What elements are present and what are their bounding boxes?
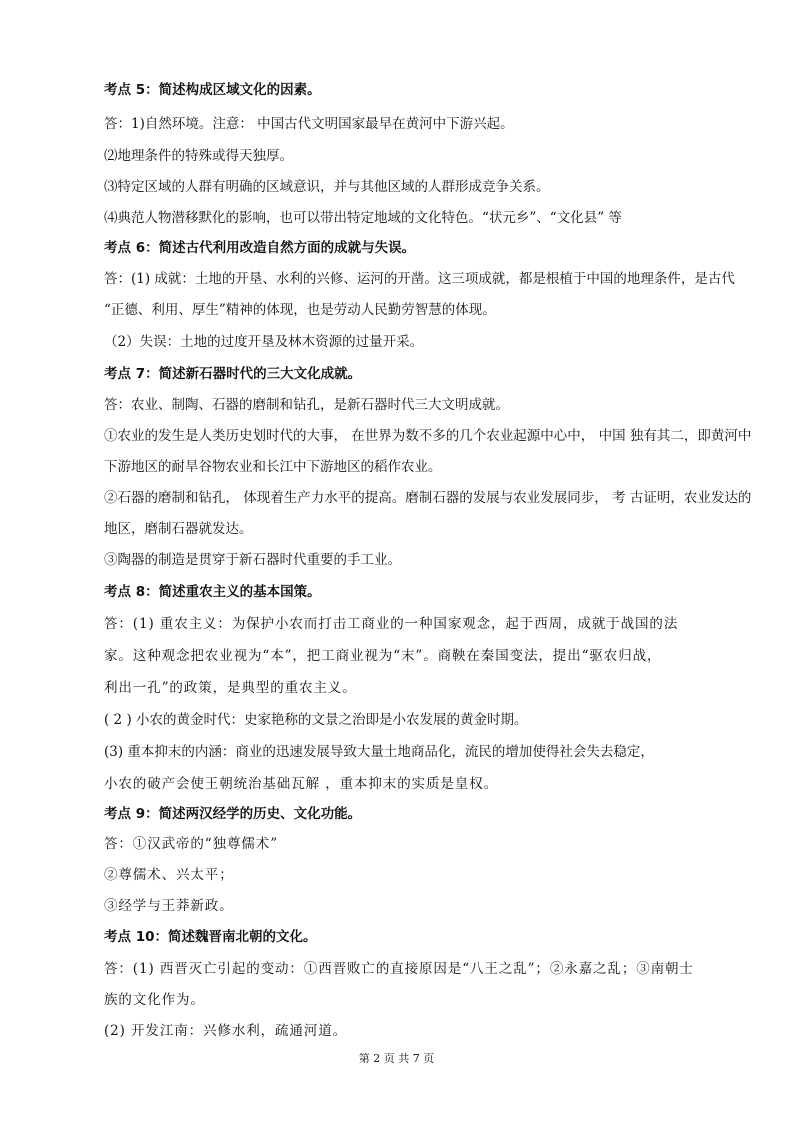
section-heading-7: 考点 7：简述新石器时代的三大文化成就。: [104, 366, 362, 382]
section-heading-8: 考点 8：简述重农主义的基本国策。: [104, 584, 321, 600]
answer-line: 答：(1) 成就：土地的开垦、水利的兴修、运河的开凿。这三项成就，都是根植于中国的地理条件，是古代: [104, 271, 735, 287]
answer-line: ⑵地理条件的特殊或得天独厚。: [104, 148, 293, 164]
answer-line: 下游地区的耐旱谷物农业和长江中下游地区的稻作农业。: [104, 459, 442, 475]
answer-line: 答：①汉武帝的“独尊儒术”: [104, 836, 279, 852]
answer-line: ⑷典范人物潜移默化的影响，也可以带出特定地域的文化特色。“状元乡”、“文化县” 等: [104, 210, 622, 226]
answer-line: ③经学与王莽新政。: [104, 898, 234, 914]
answer-line: 小农的破产会使王朝统治基础瓦解 ，重本抑末的实质是皇权。: [104, 776, 498, 792]
answer-line: ②尊儒术、兴太平；: [104, 867, 234, 883]
answer-line: ( 2 ) 小农的黄金时代：史家艳称的文景之治即是小农发展的黄金时期。: [104, 712, 528, 728]
section-heading-5: 考点 5：简述构成区域文化的因素。: [104, 82, 321, 98]
answer-line: 地区，磨制石器就发达。: [104, 521, 253, 537]
answer-line: (3) 重本抑末的内涵：商业的迅速发展导致大量土地商品化，流民的增加使得社会失去稳定，: [104, 744, 654, 760]
page-number-footer: 第 2 页 共 7 页: [358, 1052, 435, 1065]
answer-line: ①农业的发生是人类历史划时代的大事， 在世界为数不多的几个农业起源中心中， 中国 独有其二，即黄河中: [104, 428, 752, 444]
answer-line: ③陶器的制造是贯穿于新石器时代重要的手工业。: [104, 552, 401, 568]
section-heading-9: 考点 9：简述两汉经学的历史、文化功能。: [104, 806, 362, 822]
answer-line: 家。这种观念把农业视为“本”，把工商业视为“末”。商鞅在秦国变法，提出“驱农归战，: [104, 648, 662, 664]
answer-line: 答：农业、制陶、石器的磨制和钻孔，是新石器时代三大文明成就。: [104, 397, 509, 413]
answer-line: 答：1)自然环境。注意： 中国古代文明国家最早在黄河中下游兴起。: [104, 116, 514, 132]
answer-line: 答：(1) 重农主义：为保护小农而打击工商业的一种国家观念，起于西周，成就于战国的法: [104, 616, 679, 632]
answer-line: （2）失误：土地的过度开垦及林木资源的过量开采。: [104, 334, 424, 350]
answer-line: 答：(1) 西晋灭亡引起的变动：①西晋败亡的直接原因是“八王之乱”；②永嘉之乱；③南朝士: [104, 961, 694, 977]
section-heading-10: 考点 10：简述魏晋南北朝的文化。: [104, 929, 317, 945]
answer-line: ②石器的磨制和钻孔， 体现着生产力水平的提高。磨制石器的发展与农业发展同步， 考 古证明，农业发达的: [104, 490, 752, 506]
section-heading-6: 考点 6：简述古代利用改造自然方面的成就与失误。: [104, 240, 416, 256]
answer-line: 利出一孔”的政策，是典型的重农主义。: [104, 680, 357, 696]
answer-line: (2) 开发江南：兴修水利，疏通河道。: [104, 1023, 348, 1039]
answer-line: “正德、利用、厚生”精神的体现，也是劳动人民勤劳智慧的体现。: [104, 302, 496, 318]
answer-line: ⑶特定区域的人群有明确的区域意识，并与其他区域的人群形成竞争关系。: [104, 179, 550, 195]
answer-line: 族的文化作为。: [104, 992, 205, 1008]
